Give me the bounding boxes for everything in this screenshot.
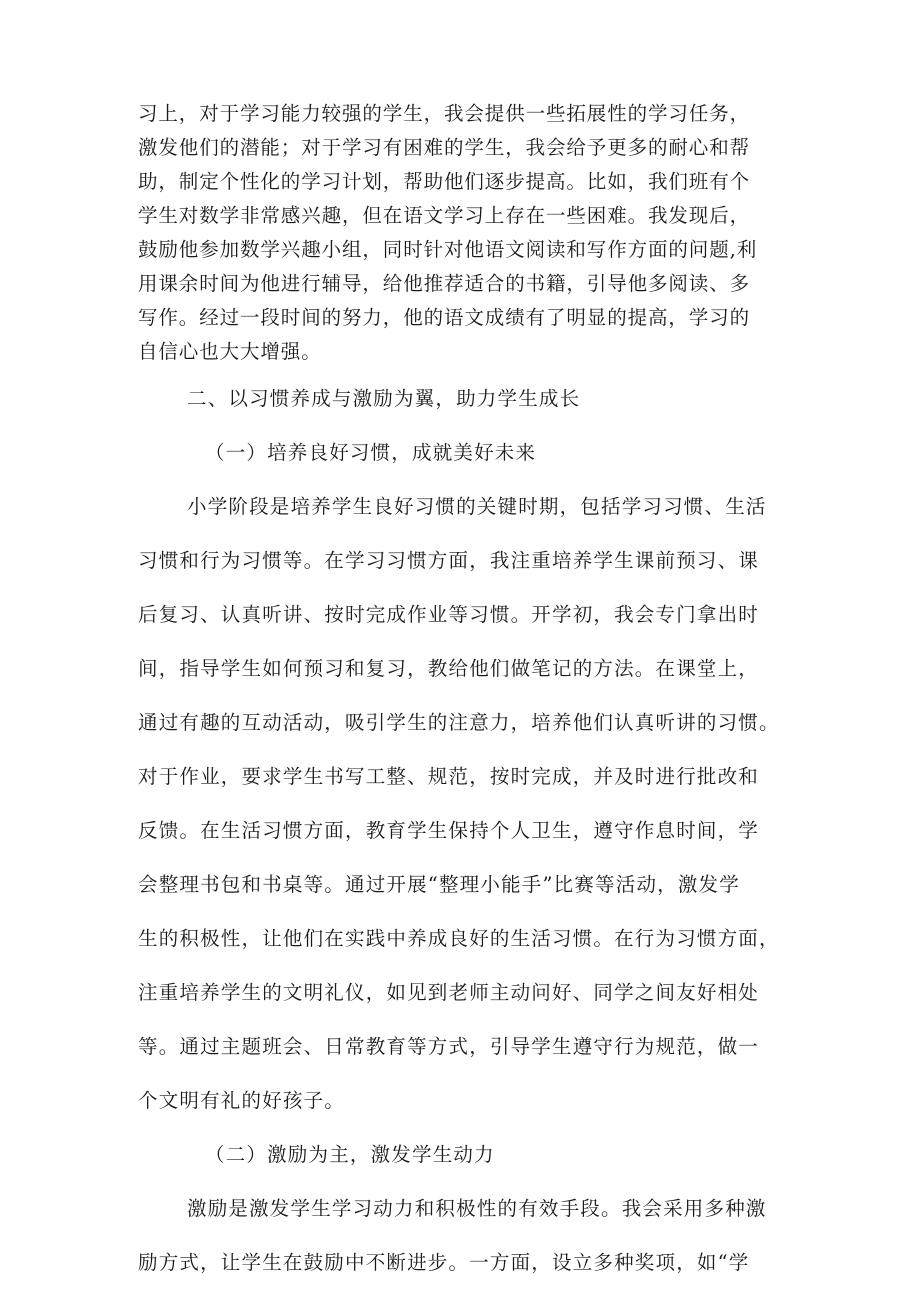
text-line: 注重培养学生的文明礼仪，如见到老师主动问好、同学之间友好相处 [138,981,760,1004]
text-line: 自信心也大大增强。 [138,340,322,363]
text-line: 习上，对于学习能力较强的学生，我会提供一些拓展性的学习任务， [138,102,751,125]
text-line: 后复习、认真听讲、按时完成作业等习惯。开学初，我会专门拿出时 [138,603,760,626]
text-line: 小学阶段是培养学生良好习惯的关键时期，包括学习习惯、生活 [187,495,767,518]
text-line: 激励是激发学生学习动力和积极性的有效手段。我会采用多种激 [187,1197,767,1220]
text-line: 对于作业，要求学生书写工整、规范，按时完成，并及时进行批改和 [138,765,760,788]
text-line: 鼓励他参加数学兴趣小组，同时针对他语文阅读和写作方面的问题,利 [138,238,758,261]
subsection-heading: （二）激励为主，激发学生动力 [205,1143,495,1166]
text-line: 用课余时间为他进行辅导，给他推荐适合的书籍，引导他多阅读、多 [138,272,751,295]
text-line: 通过有趣的互动活动，吸引学生的注意力，培养他们认真听讲的习惯。 [138,711,780,734]
text-line: 习惯和行为习惯等。在学习习惯方面，我注重培养学生课前预习、课 [138,549,760,572]
text-line: 助，制定个性化的学习计划，帮助他们逐步提高。比如，我们班有个 [138,170,751,193]
text-line: 生的积极性，让他们在实践中养成良好的生活习惯。在行为习惯方面， [138,927,780,950]
text-line: 个文明有礼的好孩子。 [138,1089,346,1112]
section-heading: 二、以习惯养成与激励为翼，助力学生成长 [187,387,581,410]
text-line: 励方式，让学生在鼓励中不断进步。一方面，设立多种奖项，如“学 [138,1251,750,1274]
text-line: 学生对数学非常感兴趣，但在语文学习上存在一些困难。我发现后， [138,204,751,227]
text-line: 反馈。在生活习惯方面，教育学生保持个人卫生，遵守作息时间，学 [138,819,760,842]
text-line: 激发他们的潜能；对于学习有困难的学生，我会给予更多的耐心和帮 [138,136,751,159]
subsection-heading: （一）培养良好习惯，成就美好未来 [205,441,537,464]
text-line: 间，指导学生如何预习和复习，教给他们做笔记的方法。在课堂上， [138,657,760,680]
text-line: 会整理书包和书桌等。通过开展“整理小能手”比赛等活动，激发学 [138,873,740,896]
text-line: 写作。经过一段时间的努力，他的语文成绩有了明显的提高，学习的 [138,306,751,329]
text-line: 等。通过主题班会、日常教育等方式，引导学生遵守行为规范，做一 [138,1035,760,1058]
